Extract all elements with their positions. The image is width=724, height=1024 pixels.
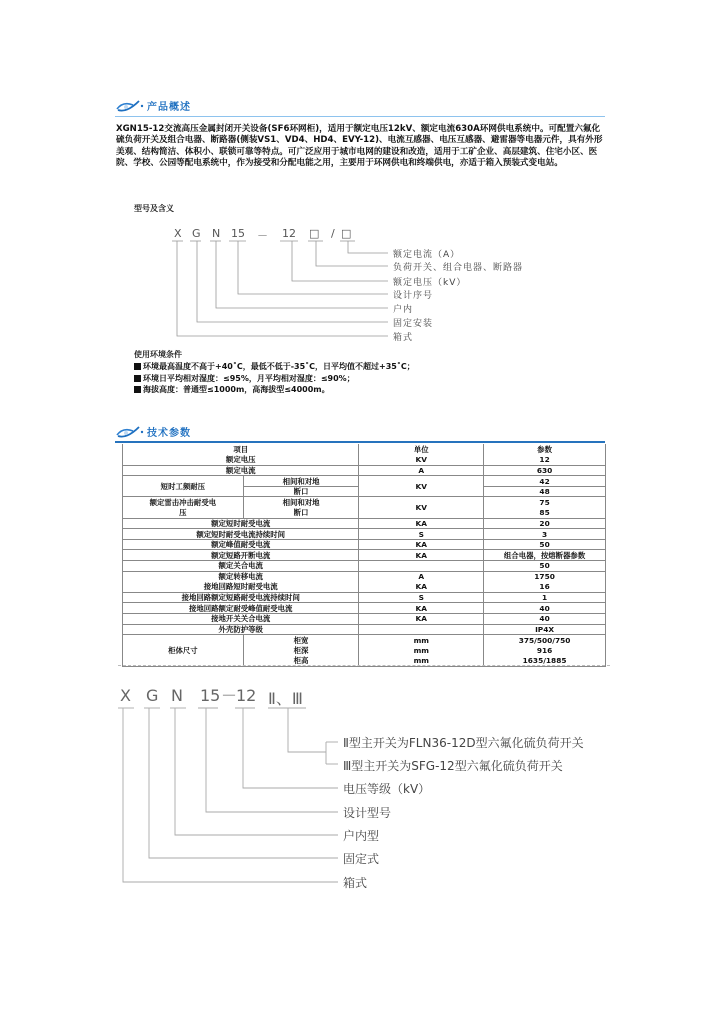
environment-item: 环境日平均相对湿度：≤95%，月平均相对湿度：≤90%；: [134, 373, 415, 385]
table-header-row: 项目 单位 参数: [123, 444, 606, 455]
table-row: 柜高 mm 1635/1885: [123, 656, 606, 667]
table-row: 额定雷击冲击耐受电 相间和对地 KV 75: [123, 497, 606, 508]
environment-item: 海拔高度：普通型≤1000m，高海拔型≤4000m。: [134, 384, 415, 396]
model-label: Ⅲ型主开关为SFG-12型六氟化硫负荷开关: [343, 759, 563, 773]
section-header-overview: [115, 95, 605, 117]
code-part: X: [120, 686, 131, 705]
table-row: 额定转移电流 A 1750: [123, 571, 606, 582]
code-part: □: [341, 227, 352, 240]
square-bullet-icon: [134, 363, 141, 370]
code-part: 15: [231, 227, 245, 240]
model-label: 户内型: [343, 829, 380, 843]
code-part: －: [257, 229, 268, 242]
tech-params-table: [122, 444, 606, 667]
code-part: Ⅱ、Ⅲ: [268, 689, 303, 708]
code-part: 12: [282, 227, 296, 240]
environment-heading: 使用环境条件: [134, 350, 182, 359]
table-row: 柜体尺寸 柜宽 mm 375/500/750: [123, 635, 606, 646]
table-row: 压 断口 85: [123, 508, 606, 519]
table-row: 外壳防护等级 IP4X: [123, 624, 606, 635]
code-part: G: [192, 227, 201, 240]
code-part: 12: [236, 686, 257, 705]
model-label: 固定式: [343, 852, 380, 866]
model-label: 箱式: [393, 333, 414, 343]
swoosh-logo-icon: [115, 97, 145, 113]
model-label: 设计序号: [393, 291, 434, 301]
section-title: 产品概述: [147, 102, 191, 113]
table-row: 柜深 mm 916: [123, 645, 606, 656]
model-label: 额定电压（kV）: [393, 278, 467, 288]
divider: [115, 116, 605, 118]
code-part: －: [221, 686, 238, 705]
table-row: 额定电压 KV 12: [123, 455, 606, 466]
model-label: 设计型号: [343, 806, 392, 820]
code-part: 15: [200, 686, 221, 705]
table-row: 额定短时耐受电流持续时间 S 3: [123, 529, 606, 540]
overview-paragraph: XGN15-12交流高压金属封闭开关设备(SF6环网柜)，适用于额定电压12kV、额定电流630A环网供电系统中。可配置六氟化硫负荷开关及组合电器、断路器(侧装VS1、VD4、HD4、EVY-12)、电流互感器、电压互感器、避雷器等电器元件，具有外形美观、结构简洁、体积小、联锁可靠等特点。可广泛应用于城市电网的建设和改造，适用于工矿企业、高层建筑、住宅小区、医院、学校、公园等配电系统中，作为接受和分配电能之用，主要用于环网供电和终端供电，亦适于箱入预装式变电站。: [116, 124, 603, 168]
model-label: 箱式: [343, 876, 368, 890]
model-label: Ⅱ型主开关为FLN36-12D型六氟化硫负荷开关: [343, 736, 584, 750]
table-row: 额定短时耐受电流 KA 20: [123, 518, 606, 529]
table-row: 额定电流 A 630: [123, 465, 606, 476]
table-row: 额定峰值耐受电流 KA 50: [123, 539, 606, 550]
square-bullet-icon: [134, 386, 141, 393]
divider: [115, 441, 605, 443]
code-part: /: [331, 227, 335, 240]
swoosh-logo-icon: [115, 423, 145, 439]
section-header-tech-params: [115, 421, 605, 443]
table-row: 断口 48: [123, 486, 606, 497]
environment-item: 环境最高温度不高于+40˚C，最低不低于-35˚C，日平均值不超过+35˚C；: [134, 361, 415, 373]
table-row: 接地回路额定耐受峰值耐受电流 KA 40: [123, 603, 606, 614]
code-part: □: [309, 227, 320, 240]
table-row: 短时工频耐压 相间和对地 KV 42: [123, 476, 606, 487]
table-row: 接地回路短时耐受电流 KA 16: [123, 582, 606, 593]
code-part: X: [174, 227, 182, 240]
square-bullet-icon: [134, 375, 141, 382]
environment-list: [134, 361, 415, 396]
model-label: 电压等级（kV）: [343, 782, 431, 796]
code-part: G: [146, 686, 159, 705]
table-row: 接地开关关合电流 KA 40: [123, 614, 606, 625]
model-meaning-heading: 型号及含义: [134, 204, 174, 213]
table-row: 额定关合电流 50: [123, 561, 606, 572]
table-row: 接地回路额定短路耐受电流持续时间 S 1: [123, 592, 606, 603]
model-label: 负荷开关、组合电器、断路器: [393, 263, 524, 273]
code-part: N: [212, 227, 221, 240]
model-label: 固定安装: [393, 319, 434, 329]
code-part: N: [171, 686, 183, 705]
model-label: 户内: [393, 305, 414, 315]
dashed-divider: [118, 665, 610, 666]
model-label: 额定电流（A）: [393, 250, 461, 260]
section-title: 技术参数: [147, 428, 191, 439]
table-row: 额定短路开断电流 KA 组合电器，按熔断器参数: [123, 550, 606, 561]
